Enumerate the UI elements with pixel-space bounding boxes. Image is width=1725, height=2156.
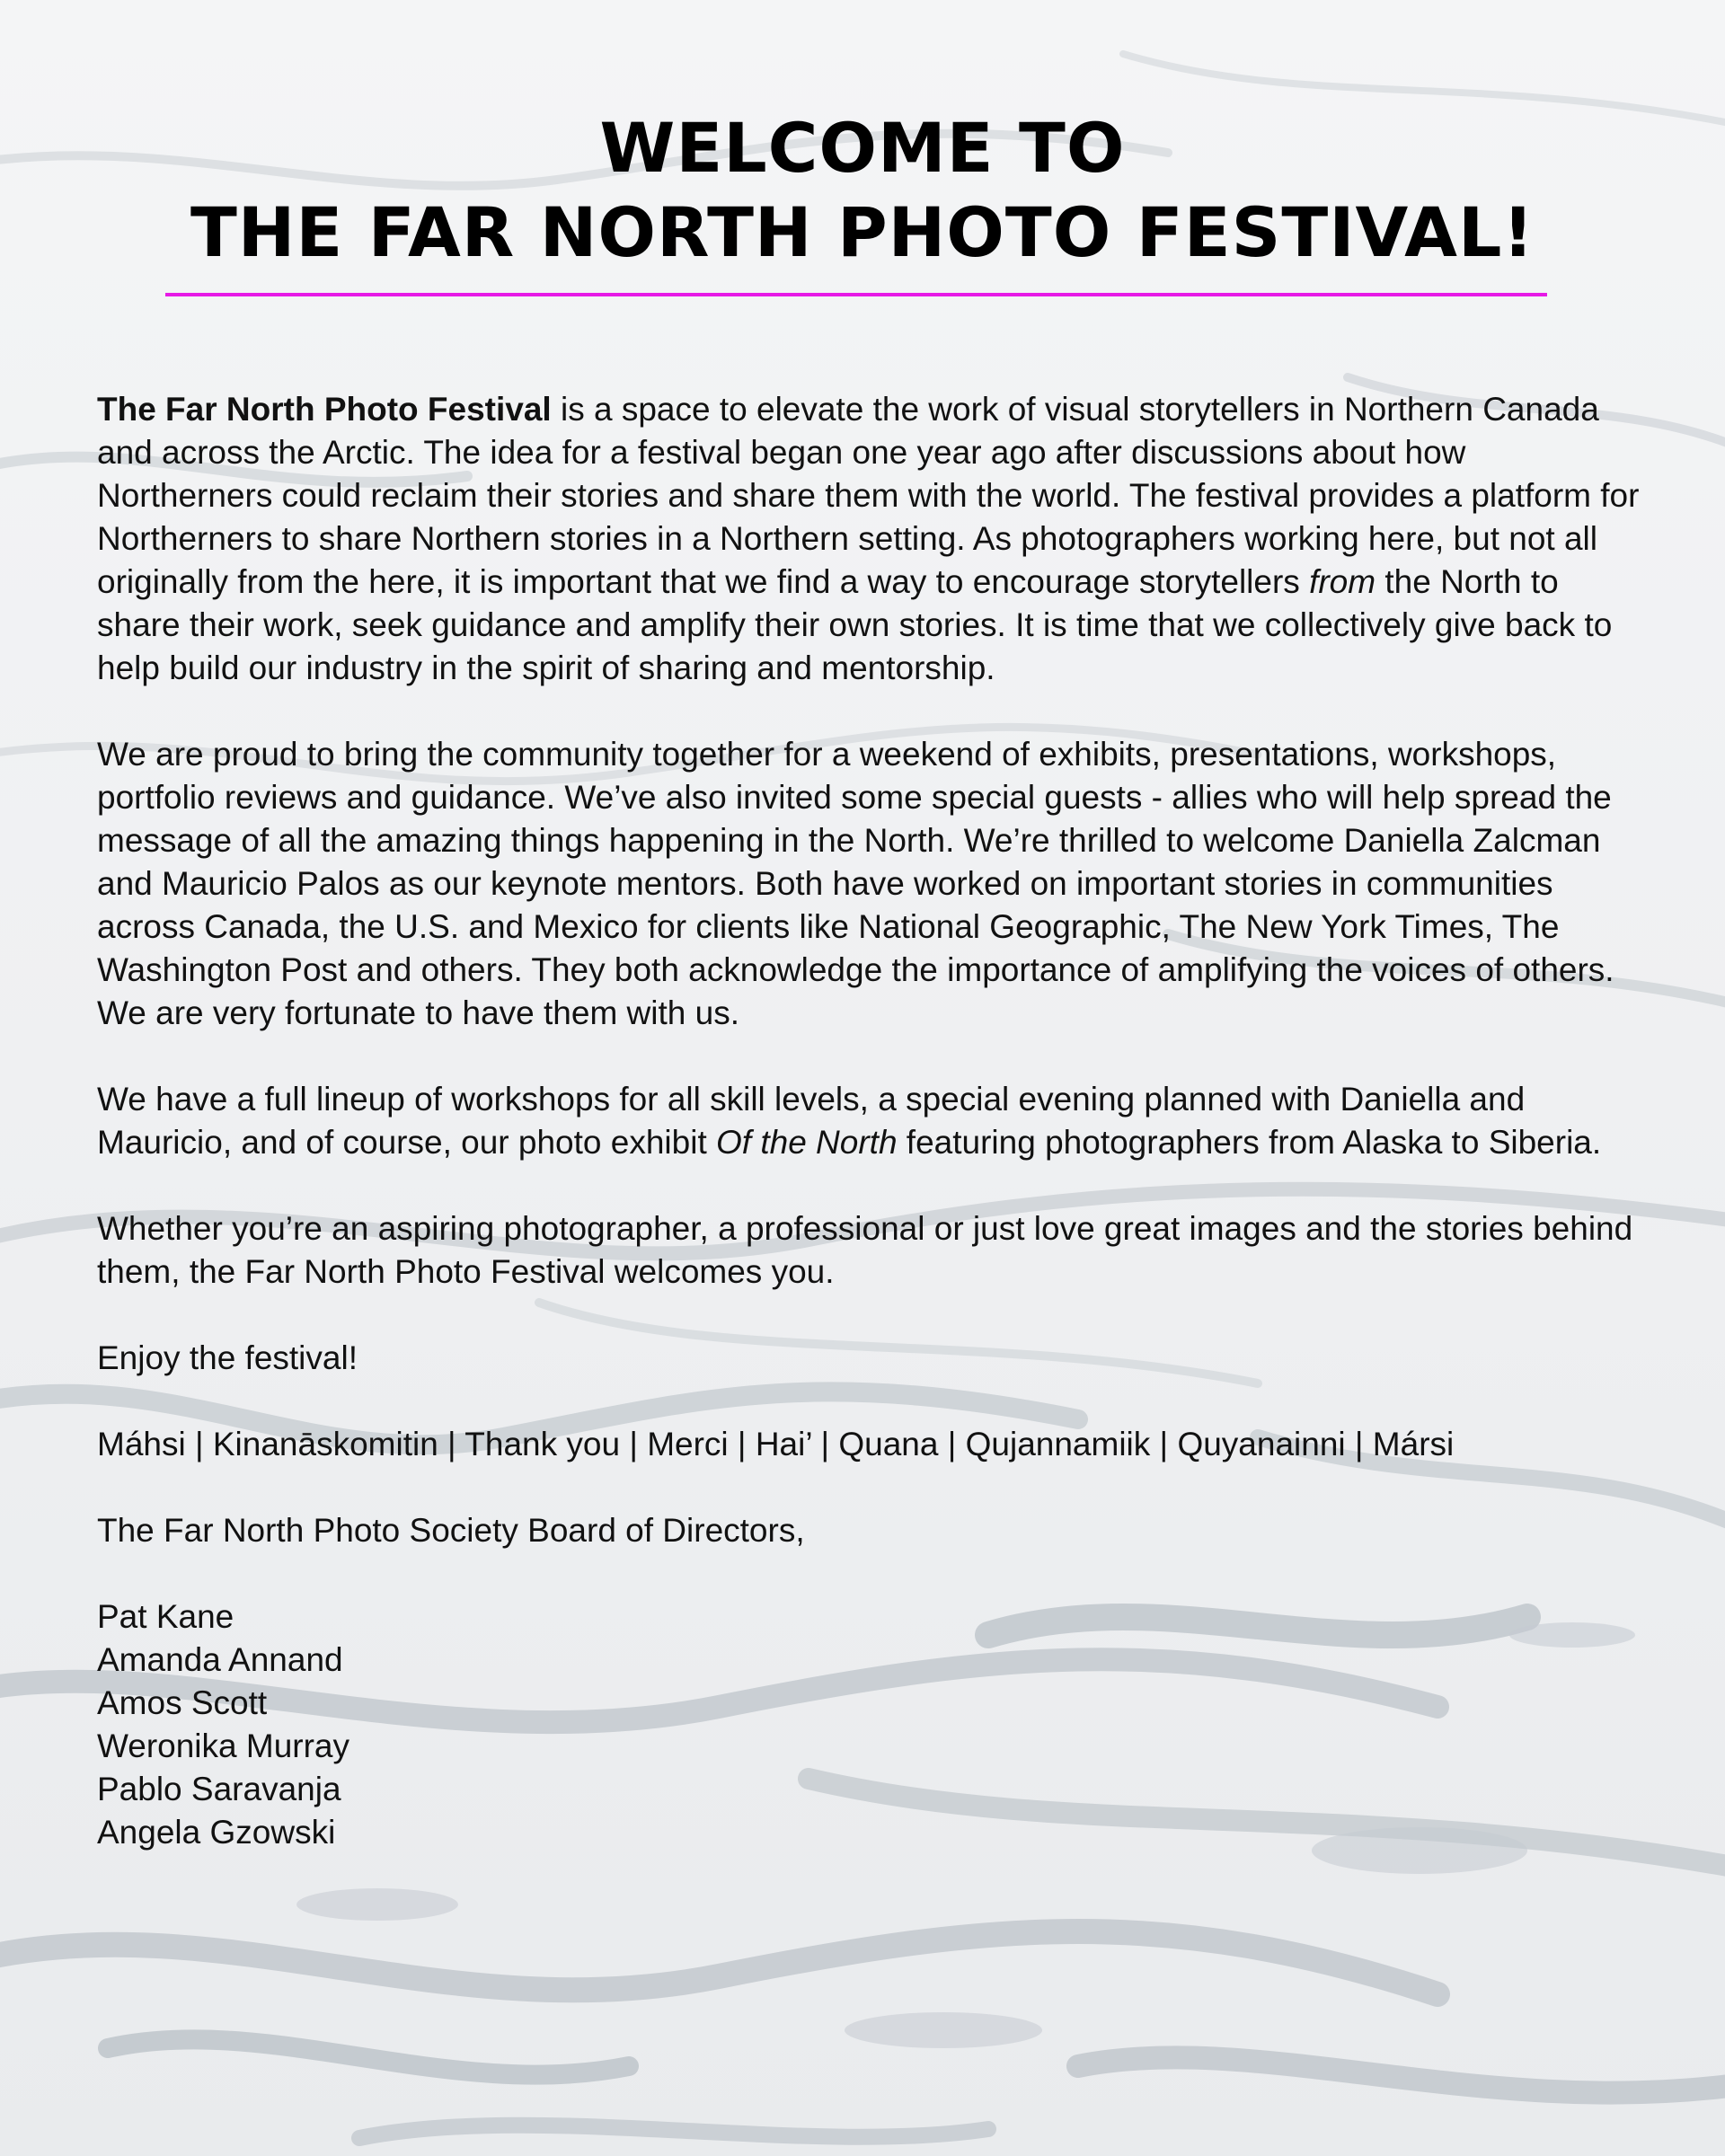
intro-italic-from: from xyxy=(1309,563,1376,600)
lineup-text-a: We have a full lineup of workshops for all skill levels, a special evening planned with Daniella and Mauricio, and of course, our photo exhibit xyxy=(97,1081,1526,1161)
festival-name-bold: The Far North Photo Festival xyxy=(97,391,552,428)
board-member: Amos Scott xyxy=(97,1684,268,1721)
board-member: Weronika Murray xyxy=(97,1727,350,1764)
lineup-text-b: featuring photographers from Alaska to Siberia. xyxy=(897,1124,1602,1161)
signature-line: The Far North Photo Society Board of Directors, xyxy=(97,1512,805,1549)
board-member-list xyxy=(97,1595,1642,1854)
welcome-paragraph: Whether you’re an aspiring photographer, a professional or just love great images and the stories behind them, the Far North Photo Festival welcomes you. xyxy=(97,1210,1633,1290)
enjoy-line: Enjoy the festival! xyxy=(97,1339,358,1376)
exhibit-title-italic: Of the North xyxy=(716,1124,898,1161)
board-member: Pat Kane xyxy=(97,1598,234,1635)
lineup-paragraph xyxy=(97,1078,1642,1164)
intro-paragraph xyxy=(97,388,1642,690)
page-title xyxy=(0,106,1725,275)
board-member: Pablo Saravanja xyxy=(97,1771,341,1807)
community-paragraph: We are proud to bring the community together for a weekend of exhibits, presentations, workshops, portfolio reviews and guidance. We’ve also invited some special guests - allies who will help spread the message of all the amazing things happening in the North. We’re thrilled to welcome Daniella Zalcman and Mauricio Palos as our keynote mentors. Both have worked on important stories in communities across Canada, the U.S. and Mexico for clients like National Geographic, The New York Times, The Washington Post and others. They both acknowledge the importance of amplifying the voices of others. We are very fortunate to have them with us. xyxy=(97,736,1614,1031)
magenta-divider xyxy=(165,293,1547,296)
board-member: Angela Gzowski xyxy=(97,1814,336,1851)
title-line-2: THE FAR NORTH PHOTO FESTIVAL! xyxy=(190,192,1535,272)
intro-text-b: the North to share their work, seek guidance and amplify their own stories. It is time that we collectively give back to help build our industry in the spirit of sharing and mentorship. xyxy=(97,563,1613,686)
intro-text-a: is a space to elevate the work of visual storytellers in Northern Canada and across the Arctic. The idea for a festival began one year ago after discussions about how Northerners could reclaim their stories and share them with the world. The festival provides a platform for Northerners to share Northern stories in a Northern setting. As photographers working here, but not all originally from the here, it is important that we find a way to encourage storytellers xyxy=(97,391,1640,600)
board-member: Amanda Annand xyxy=(97,1641,343,1678)
thank-you-languages: Máhsi | Kinanāskomitin | Thank you | Merci | Hai’ | Quana | Qujannamiik | Quyanainni | Mársi xyxy=(97,1426,1455,1462)
letter-body xyxy=(97,388,1642,1854)
title-line-1: WELCOME TO xyxy=(599,108,1126,188)
